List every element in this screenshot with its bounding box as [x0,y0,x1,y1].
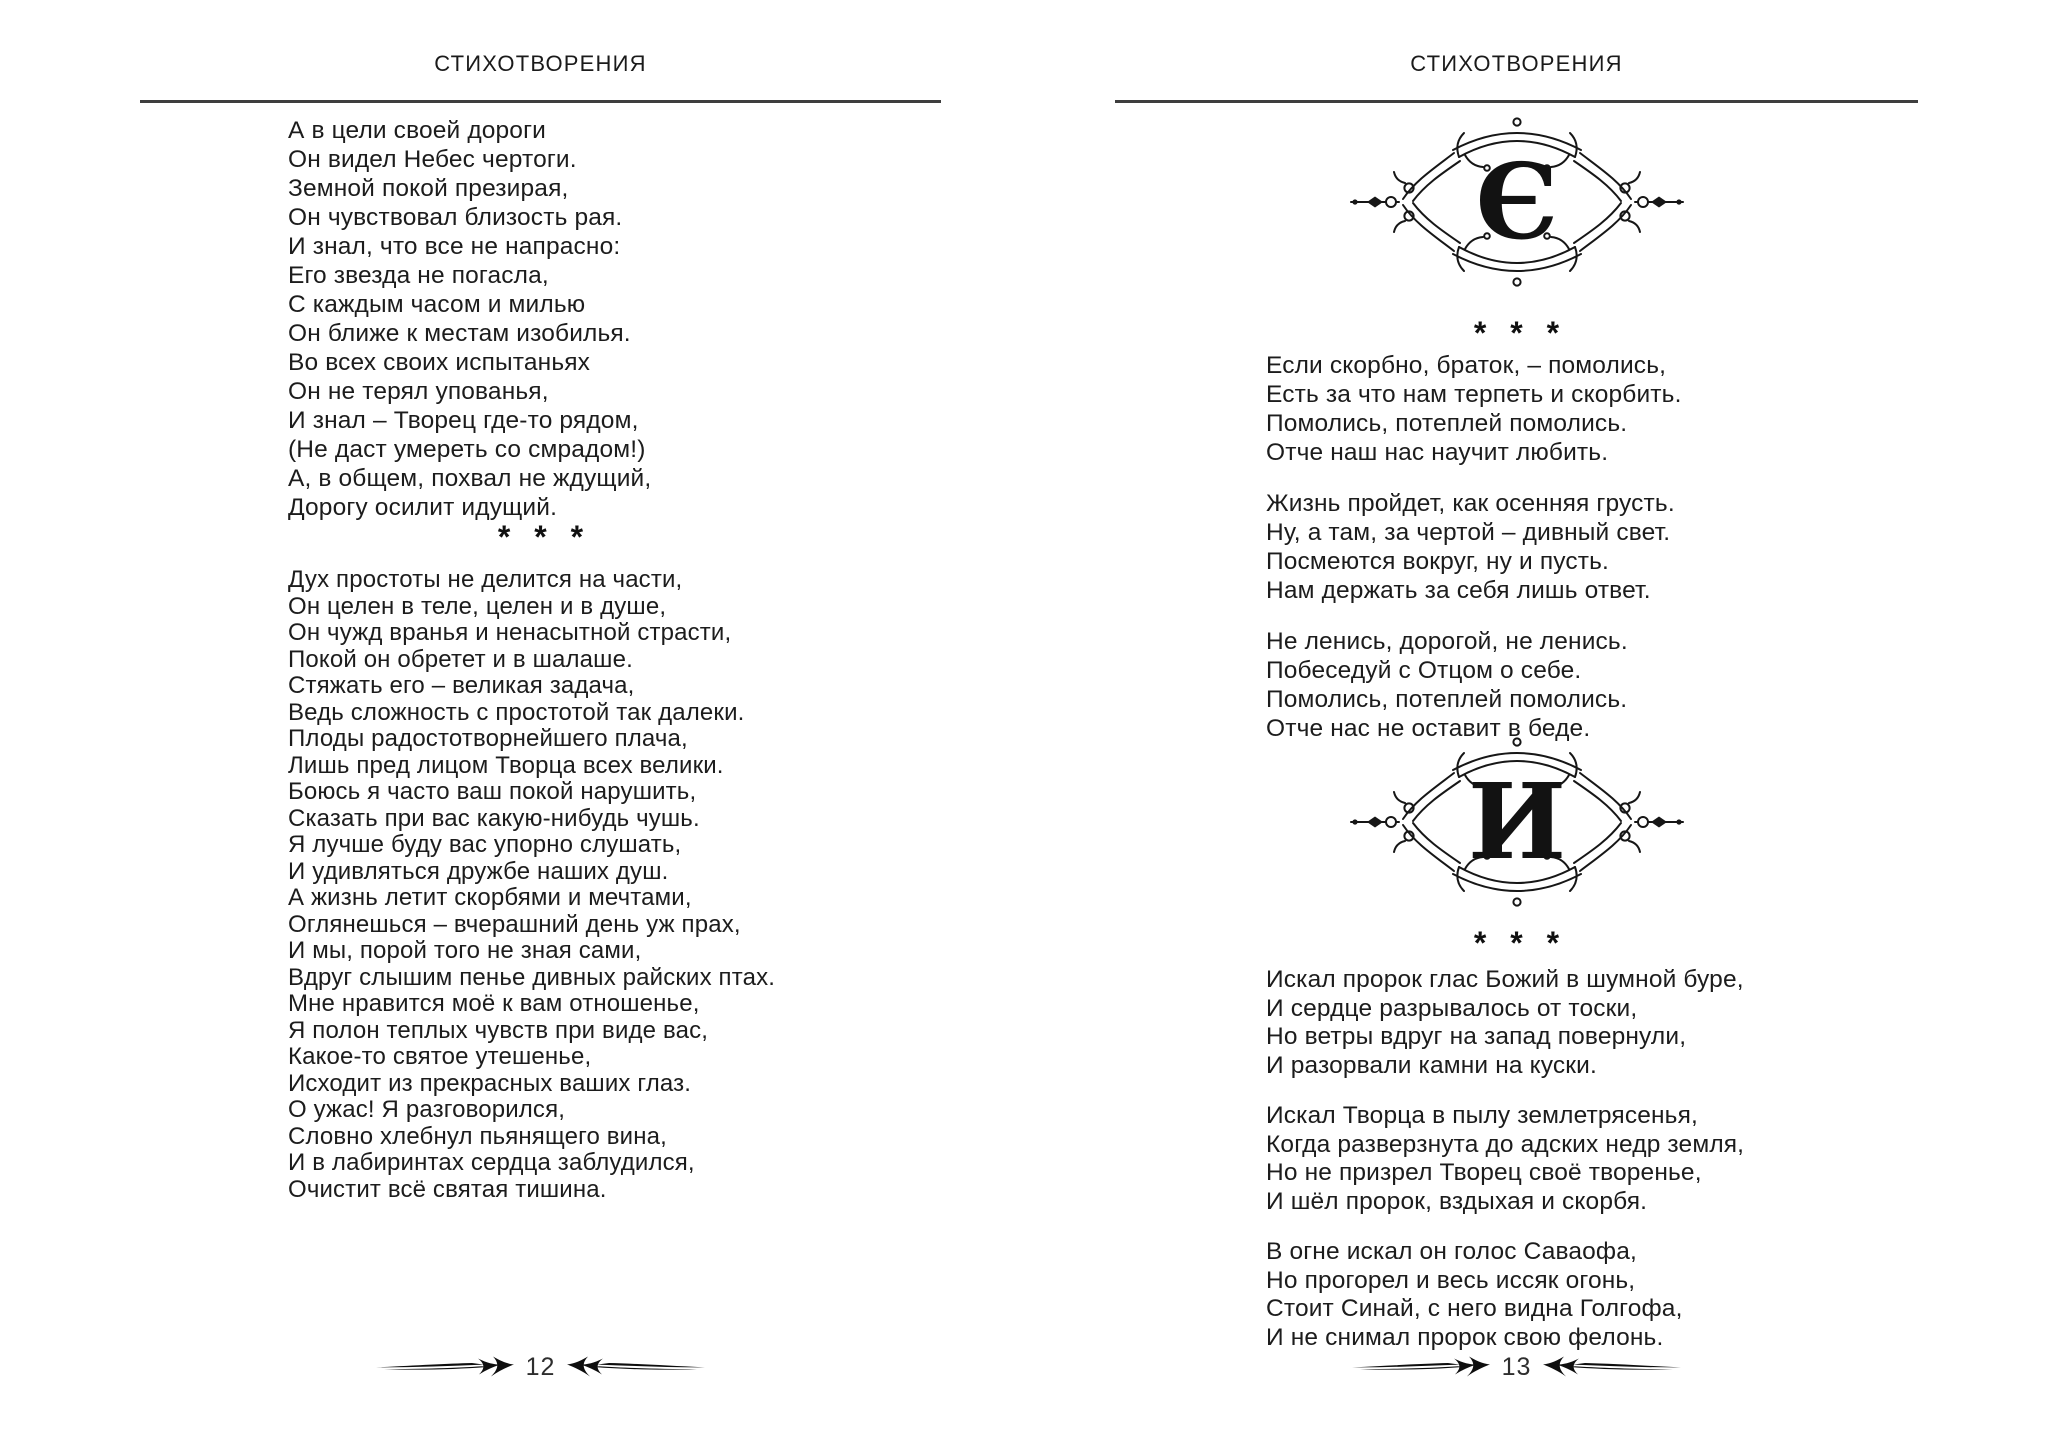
poem-line: Он видел Небес чертоги. [288,146,577,173]
poem-line: Побеседуй с Отцом о себе. [1266,657,1582,684]
dropcap-letter: И [1467,760,1566,883]
page-number-marker [140,1354,941,1380]
stanza [1266,966,1744,1080]
poem-line: Стяжать его – великая задача, [288,672,635,699]
page-number: 12 [525,1352,556,1381]
poem-line: Отче нас не оставит в беде. [1266,715,1591,742]
poem-line: Жизнь пройдет, как осенняя грусть. [1266,490,1675,517]
poem-line: А, в общем, похвал не ждущий, [288,465,652,492]
flourish-right-icon [567,1354,707,1380]
poem-line: Вдруг слышим пенье дивных райских птах. [288,963,776,991]
poem-line: Оглянешься – вчерашний день уж прах, [288,910,741,938]
poem-line: Когда разверзнута до адских недр земля, [1266,1130,1745,1158]
poem-line: Земной покой презирая, [288,175,569,202]
poem-line: Какое-то святое утешенье, [288,1043,592,1070]
stanza [1266,489,1682,605]
poem-line: Исходит из прекрасных ваших глаз. [288,1069,692,1097]
poem-line: Помолись, потеплей помолись. [1266,686,1628,713]
stanza [1266,1102,1744,1216]
poem-block [1266,351,1682,743]
poem-line: Искал Творца в пылу землетрясенья, [1266,1102,1698,1129]
poem-line: Боюсь я часто ваш покой нарушить, [288,778,697,805]
running-header-right: СТИХОТВОРЕНИЯ [1410,51,1623,76]
asterisk-separator: * * * [497,519,584,555]
scroll-frame-icon [1347,737,1687,907]
page-number-marker [1115,1354,1918,1380]
dropcap-ornament [1115,737,1918,907]
flourish-right-icon [1543,1354,1683,1380]
poem-line: И шёл пророк, вздыхая и скорбя. [1266,1187,1648,1215]
poem-line: И удивляться дружбе наших душ. [288,857,669,885]
poem-line: Лишь пред лицом Творца всех велики. [288,751,724,779]
poem-line: И не снимал пророк свою фелонь. [1266,1323,1664,1351]
poem-line: А в цели своей дороги [288,117,547,144]
scroll-frame-icon [1347,117,1687,287]
poem-line: И знал – Творец где-то рядом, [288,407,639,434]
running-header-left: СТИХОТВОРЕНИЯ [434,51,647,76]
poem-line: Стоит Синай, с него видна Голгофа, [1266,1295,1683,1322]
poem-line: Мне нравится моё к вам отношенье, [288,990,700,1017]
flourish-left-icon [374,1354,514,1380]
poem-line: Он чувствовал близость рая. [288,204,623,231]
poem-line: Он чужд вранья и ненасытной страсти, [288,619,732,646]
poem-line: О ужас! Я разговорился, [288,1096,566,1123]
poem-line: Но не призрел Творец своё творенье, [1266,1159,1702,1186]
poem-line: Он целен в теле, целен и в душе, [288,592,667,620]
poem-line: Дорогу осилит идущий. [288,494,558,521]
poem-line: И сердце разрывалось от тоски, [1266,994,1638,1022]
page-number: 13 [1501,1352,1532,1381]
poem-line: А жизнь летит скорбями и мечтами, [288,884,692,911]
poem-line: Дух простоты не делится на части, [288,566,683,593]
poem-line: Плоды радостотворнейшего плача, [288,725,688,752]
poem-block [288,116,651,522]
poem-line: Нам держать за себя лишь ответ. [1266,577,1651,604]
header-rule-left [140,100,941,103]
poem-line: Покой он обретет и в шалаше. [288,645,633,673]
stanza [1266,627,1682,743]
poem-line: Я лучше буду вас упорно слушать, [288,831,682,858]
poem-line: Он ближе к местам изобилья. [288,320,631,347]
poem-line: С каждым часом и милью [288,291,586,318]
poem-line: Есть за что нам терпеть и скорбить. [1266,381,1682,408]
poem-block [1266,966,1744,1352]
poem-line: Отче наш нас научит любить. [1266,439,1609,466]
asterisk-separator: * * * [1473,925,1560,961]
poem-line: И разорвали камни на куски. [1266,1051,1597,1079]
poem-line: И мы, порой того не зная сами, [288,937,642,964]
poem-line: И знал, что все не напрасно: [288,233,621,260]
poem-line: И в лабиринтах сердца заблудился, [288,1149,695,1176]
poem-line: (Не даст умереть со смрадом!) [288,436,646,463]
stanza [1266,1238,1744,1352]
poem-line: Но прогорел и весь иссяк огонь, [1266,1266,1636,1294]
poem-line: Я полон теплых чувств при виде вас, [288,1016,709,1044]
poem-line: Ведь сложность с простотой так далеки. [288,698,745,726]
dropcap-letter: Є [1475,140,1558,263]
asterisk-separator: * * * [1473,315,1560,351]
flourish-left-icon [1350,1354,1490,1380]
poem-line: Он не терял упованья, [288,378,549,405]
header-rule-right [1115,100,1918,103]
poem-line: В огне искал он голос Саваофа, [1266,1238,1637,1265]
poem-line: Сказать при вас какую-нибудь чушь. [288,804,700,832]
stanza [1266,351,1682,467]
poem-line: Искал пророк глас Божий в шумной буре, [1266,966,1744,993]
poem-line: Во всех своих испытаньях [288,349,591,376]
poem-line: Помолись, потеплей помолись. [1266,410,1628,437]
poem-line: Его звезда не погасла, [288,262,549,289]
poem-line: Но ветры вдруг на запад повернули, [1266,1023,1687,1050]
dropcap-ornament [1115,117,1918,287]
poem-line: Не ленись, дорогой, не ленись. [1266,628,1628,655]
poem-line: Словно хлебнул пьянящего вина, [288,1122,667,1150]
poem-block [288,567,775,1203]
poem-line: Посмеются вокруг, ну и пусть. [1266,548,1610,575]
poem-line: Очистит всё святая тишина. [288,1175,607,1203]
poem-line: Если скорбно, браток, – помолись, [1266,352,1667,379]
poem-line: Ну, а там, за чертой – дивный свет. [1266,519,1671,546]
